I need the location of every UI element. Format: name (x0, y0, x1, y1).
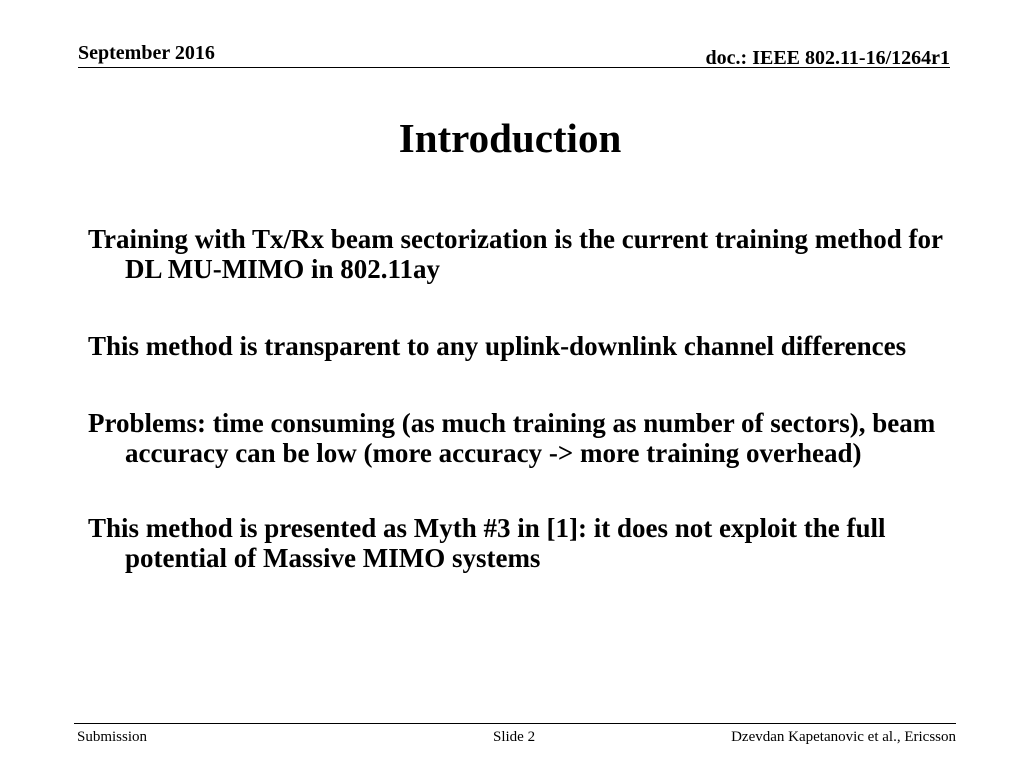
bullet-list (88, 224, 948, 573)
footer-authors: Dzevdan Kapetanovic et al., Ericsson (731, 729, 956, 745)
footer-submission: Submission (77, 729, 148, 745)
header-divider (78, 67, 950, 68)
footer-divider (74, 723, 956, 724)
bullet-item: Problems: time consuming (as much training as number of sectors), beam accuracy can be low (more accuracy -> more training overhead) (88, 408, 936, 468)
slide-title: Introduction (398, 115, 622, 161)
bullet-item: This method is transparent to any uplink-downlink channel differences (88, 331, 907, 361)
header-date: September 2016 (78, 42, 215, 64)
bullet-item: This method is presented as Myth #3 in [1]: it does not exploit the full potential of Massive MIMO systems (88, 513, 886, 573)
bullet-item: Training with Tx/Rx beam sectorization is the current training method for DL MU-MIMO in 802.11ay (88, 224, 943, 284)
header-doc-id: doc.: IEEE 802.11-16/1264r1 (705, 47, 950, 69)
footer-slide-number: Slide 2 (493, 729, 536, 745)
